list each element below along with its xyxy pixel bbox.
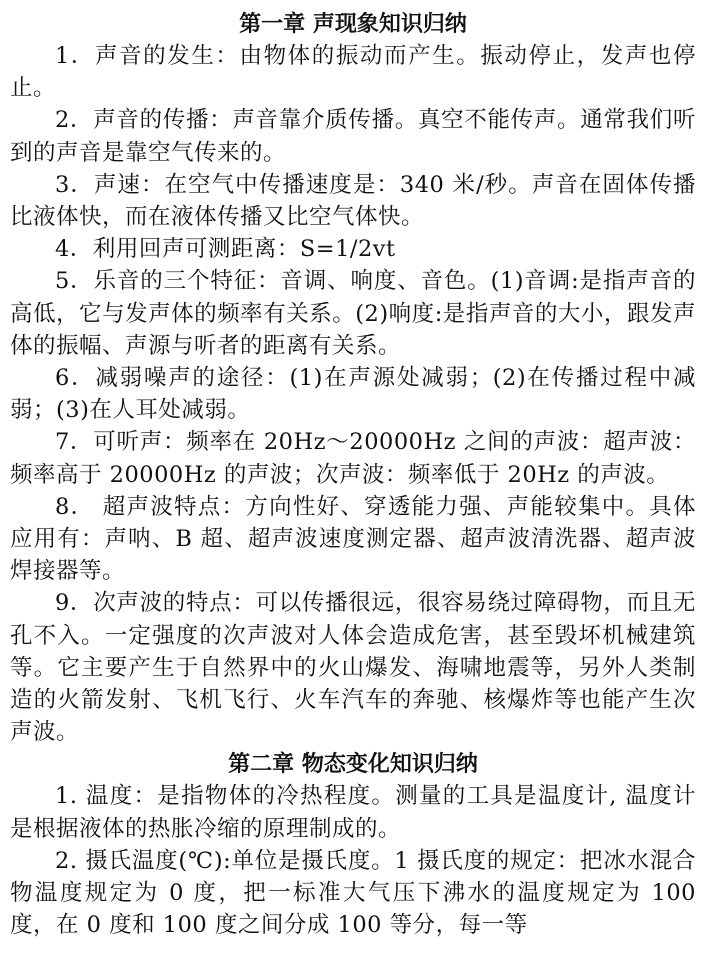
paragraph-ultrasound: 8． 超声波特点：方向性好、穿透能力强、声能较集中。具体应用有：声呐、B 超、超声波速度测定器、超声波清洗器、超声波焊接器等。: [10, 493, 696, 585]
paragraph-audible-sound: 7．可听声：频率在 20Hz～20000Hz 之间的声波：超声波：频率高于 20000Hz 的声波；次声波：频率低于 20Hz 的声波。: [10, 429, 696, 488]
paragraph-echo-distance: 4．利用回声可测距离：S=1/2vt: [55, 236, 396, 263]
paragraph-sound-propagation: 2．声音的传播：声音靠介质传播。真空不能传声。通常我们听到的声音是靠空气传来的。: [10, 107, 696, 166]
paragraph-celsius: 2. 摄氏温度(℃):单位是摄氏度。1 摄氏度的规定：把冰水混合物温度规定为 0 度，把一标准大气压下沸水的温度规定为 100 度，在 0 度和 100 度之间分成 100 等分，每一等: [10, 847, 696, 939]
chapter-title: 第一章 声现象知识归纳: [239, 11, 467, 37]
chapter-2: [10, 748, 696, 941]
paragraph-infrasound: 9．次声波的特点：可以传播很远，很容易绕过障碍物，而且无孔不入。一定强度的次声波对人体会造成危害，甚至毁坏机械建筑等。它主要产生于自然界中的火山爆发、海啸地震等，另外人类制造的火箭发射、飞机飞行、火车汽车的奔驰、核爆炸等也能产生次声波。: [10, 590, 696, 746]
paragraph-temperature: 1. 温度：是指物体的冷热程度。测量的工具是温度计, 温度计是根据液体的热胀冷缩的原理制成的。: [10, 783, 696, 842]
paragraph-sound-speed: 3．声速：在空气中传播速度是：340 米/秒。声音在固体传播比液体快，而在液体传播又比空气体快。: [10, 171, 696, 231]
chapter-1: [10, 8, 696, 748]
chapter-title: 第二章 物态变化知识归纳: [228, 751, 478, 778]
paragraph-musical-tone: 5．乐音的三个特征：音调、响度、音色。(1)音调:是指声音的高低，它与发声体的频率有关系。(2)响度:是指声音的大小，跟发声体的振幅、声源与听者的距离有关系。: [10, 268, 696, 359]
paragraph-sound-origin: 1．声音的发生：由物体的振动而产生。振动停止，发声也停止。: [10, 43, 696, 102]
paragraph-noise-reduction: 6．减弱噪声的途径：(1)在声源处减弱；(2)在传播过程中减弱；(3)在人耳处减弱。: [10, 365, 696, 424]
